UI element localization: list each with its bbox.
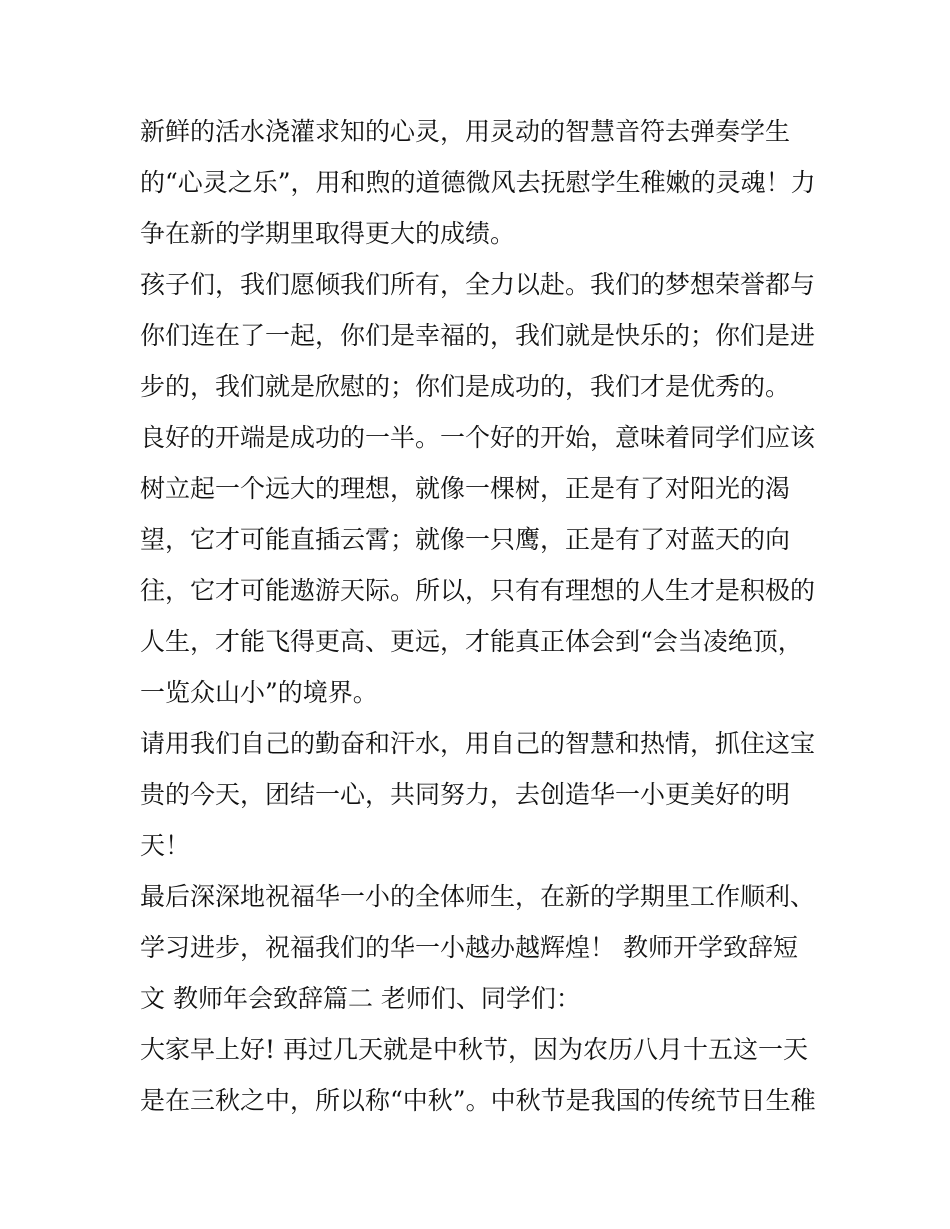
text-line: 请用我们自己的勤奋和汗水，用自己的智慧和热情，抓住这宝 [140,729,816,758]
text-line: 人生，才能飞得更高、更远，才能真正体会到“会当凌绝顶， [140,627,803,656]
text-line: 良好的开端是成功的一半。一个好的开始，意味着同学们应该 [140,423,816,452]
text-line: 一览众山小”的境界。 [140,678,378,707]
text-line: 往，它才可能遨游天际。所以，只有有理想的人生才是积极的 [140,576,816,605]
text-line: 大家早上好! 再过几天就是中秋节，因为农历八月十五这一天 [140,1035,808,1064]
text-line: 是在三秋之中，所以称“中秋”。中秋节是我国的传统节日生稚 [140,1086,816,1115]
text-line: 贵的今天，团结一心，共同努力，去创造华一小更美好的明 [140,780,791,809]
document-body [140,106,820,1126]
text-line: 争在新的学期里取得更大的成绩。 [140,219,516,248]
text-line: 学习进步，祝福我们的华一小越办越辉煌！ 教师开学致辞短 [140,933,798,962]
text-line: 文 教师年会致辞篇二 老师们、同学们： [140,984,581,1013]
text-line: 树立起一个远大的理想，就像一棵树，正是有了对阳光的渴 [140,474,791,503]
text-line: 新鲜的活水浇灌求知的心灵，用灵动的智慧音符去弹奏学生 [140,117,791,146]
text-line: 步的，我们就是欣慰的；你们是成功的，我们才是优秀的。 [140,372,791,401]
text-line: 孩子们，我们愿倾我们所有，全力以赴。我们的梦想荣誉都与 [140,270,816,299]
text-line: 你们连在了一起，你们是幸福的，我们就是快乐的；你们是进 [140,321,816,350]
text-line: 望，它才可能直插云霄；就像一只鹰，正是有了对蓝天的向 [140,525,791,554]
text-line: 的“心灵之乐”，用和煦的道德微风去抚慰学生稚嫩的灵魂！力 [140,168,816,197]
text-line: 最后深深地祝福华一小的全体师生，在新的学期里工作顺利、 [140,882,816,911]
text-line: 天！ [140,831,191,860]
